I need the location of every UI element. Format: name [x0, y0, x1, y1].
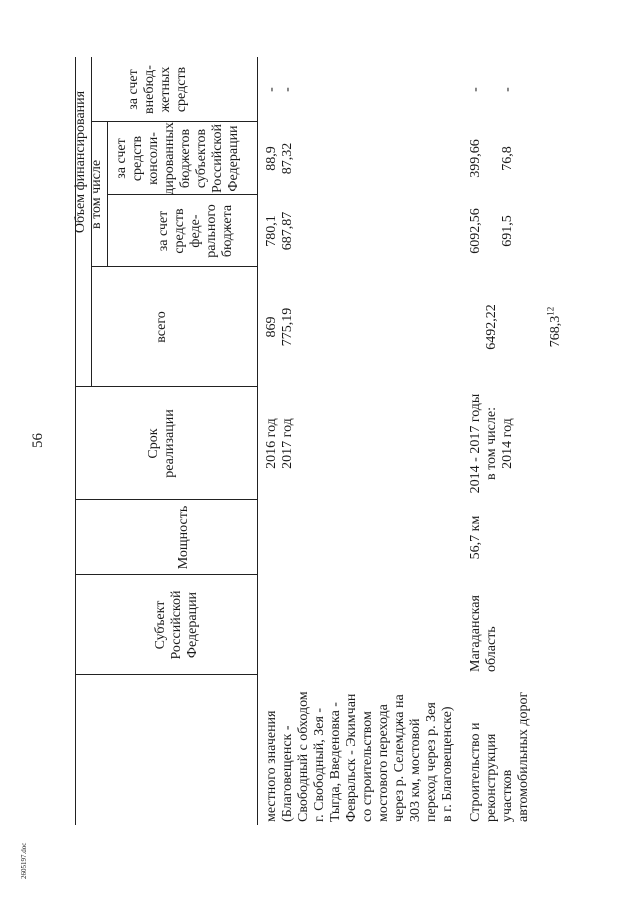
row2-subject: Магаданская область	[468, 595, 499, 672]
page-number: 56	[30, 433, 46, 448]
header-capacity: Мощность	[176, 505, 191, 570]
header-total: всего	[154, 311, 169, 343]
row2-federal: 6092,56 691,5	[468, 208, 515, 254]
header-period: Срок реализации	[146, 409, 177, 478]
row1-period: 2016 год 2017 год	[264, 418, 295, 469]
row2-consolidated: 399,66 76,8	[468, 139, 515, 178]
header-rule-bottom	[257, 57, 258, 825]
document-filename: 2605197.doc	[20, 842, 28, 879]
header-funding: Объем финансирования	[73, 90, 88, 234]
row1-name: местного значения (Благовещенск - Свободный с обходом г. Свободный, Зея - Тыгда, Введеновка - Февральск - Экимчан со строительством мостового перехода через р. Селемджа на 303 км, мостовой переход через р. Зея в г. Благовещенске)	[264, 691, 455, 822]
row2-extrabudget: - -	[468, 87, 515, 92]
row2-total-footnote: 12	[545, 306, 556, 316]
row1-extrabudget: - -	[264, 87, 295, 92]
row2-period: 2014 - 2017 годы в том числе: 2014 год	[468, 393, 515, 494]
header-extrabudget: за счет внебюд- жетных средств	[126, 65, 189, 114]
row2-total-main: 6492,22	[484, 304, 499, 350]
row1-federal: 780,1 687,87	[264, 211, 295, 251]
row2-total-sub: 768,3	[548, 315, 563, 348]
header-consolidated: за счет средств консоли- дированных бюджетов субъектов Российской Федерации	[114, 122, 241, 195]
row1-total: 869 775,19	[264, 307, 295, 347]
header-including: в том числе	[89, 159, 104, 230]
row1-consolidated: 88,9 87,32	[264, 142, 295, 175]
row2-name: Строительство и реконструкция участков автомобильных дорог	[468, 691, 531, 822]
row2-capacity: 56,7 км	[468, 515, 483, 560]
financing-table	[75, 57, 565, 825]
header-subject: Субъект Российской Федерации	[153, 590, 200, 660]
row2-total	[465, 267, 564, 387]
header-federal: за счет средств феде- рального бюджета	[156, 204, 235, 258]
